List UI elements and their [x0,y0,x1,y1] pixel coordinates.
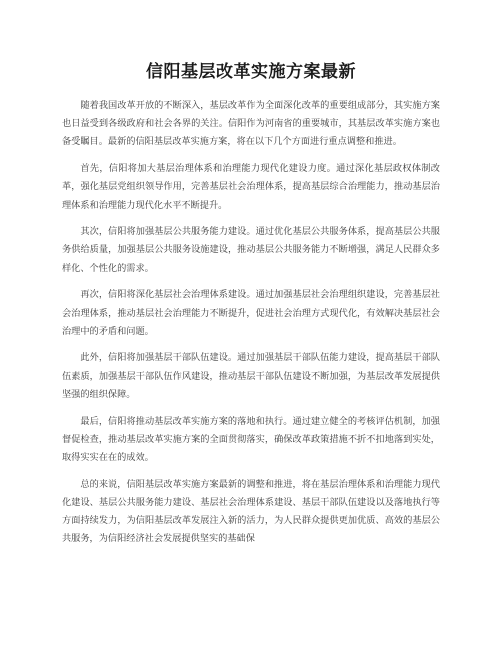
paragraph-5: 此外，信阳将加强基层干部队伍建设。通过加强基层干部队伍能力建设，提高基层干部队伍素质，加强基层干部队伍作风建设，推动基层干部队伍建设不断加强，为基层改革发展提供坚强的组织保障。 [62,352,440,400]
document-body [62,97,440,557]
paragraph-1: 随着我国改革开放的不断深入，基层改革作为全面深化改革的重要组成部分，其实施方案也日益受到各级政府和社会各界的关注。信阳作为河南省的重要城市，其基层改革实施方案也备受瞩目。最新的信阳基层改革实施方案，将在以下几个方面进行重点调整和推进。 [62,100,440,148]
paragraph-7: 总的来说，信阳基层改革实施方案最新的调整和推进，将在基层治理体系和治理能力现代化建设、基层公共服务能力建设、基层社会治理体系建设、基层干部队伍建设以及落地执行等方面持续发力，为信阳基层改革发展注入新的活力，为人民群众提供更加优质、高效的基层公共服务，为信阳经济社会发展提供坚实的基础保 [62,478,440,545]
paragraph-2: 首先，信阳将加大基层治理体系和治理能力现代化建设力度。通过深化基层政权体制改革，强化基层党组织领导作用，完善基层社会治理体系，提高基层综合治理能力，推动基层治理体系和治理能力现代化水平不断提升。 [62,163,440,211]
paragraph-3: 其次，信阳将加强基层公共服务能力建设。通过优化基层公共服务体系，提高基层公共服务供给质量，加强基层公共服务设施建设，推动基层公共服务能力不断增强，满足人民群众多样化、个性化的需求。 [62,226,440,274]
paragraph-6: 最后，信阳将推动基层改革实施方案的落地和执行。通过建立健全的考核评估机制，加强督促检查，推动基层改革实施方案的全面贯彻落实，确保改革政策措施不折不扣地落到实处，取得实实在在的成效。 [62,415,440,463]
document-title: 信阳基层改革实施方案最新 [146,62,356,82]
paragraph-4: 再次，信阳将深化基层社会治理体系建设。通过加强基层社会治理组织建设，完善基层社会治理体系，推动基层社会治理能力不断提升，促进社会治理方式现代化，有效解决基层社会治理中的矛盾和问题。 [62,289,440,337]
